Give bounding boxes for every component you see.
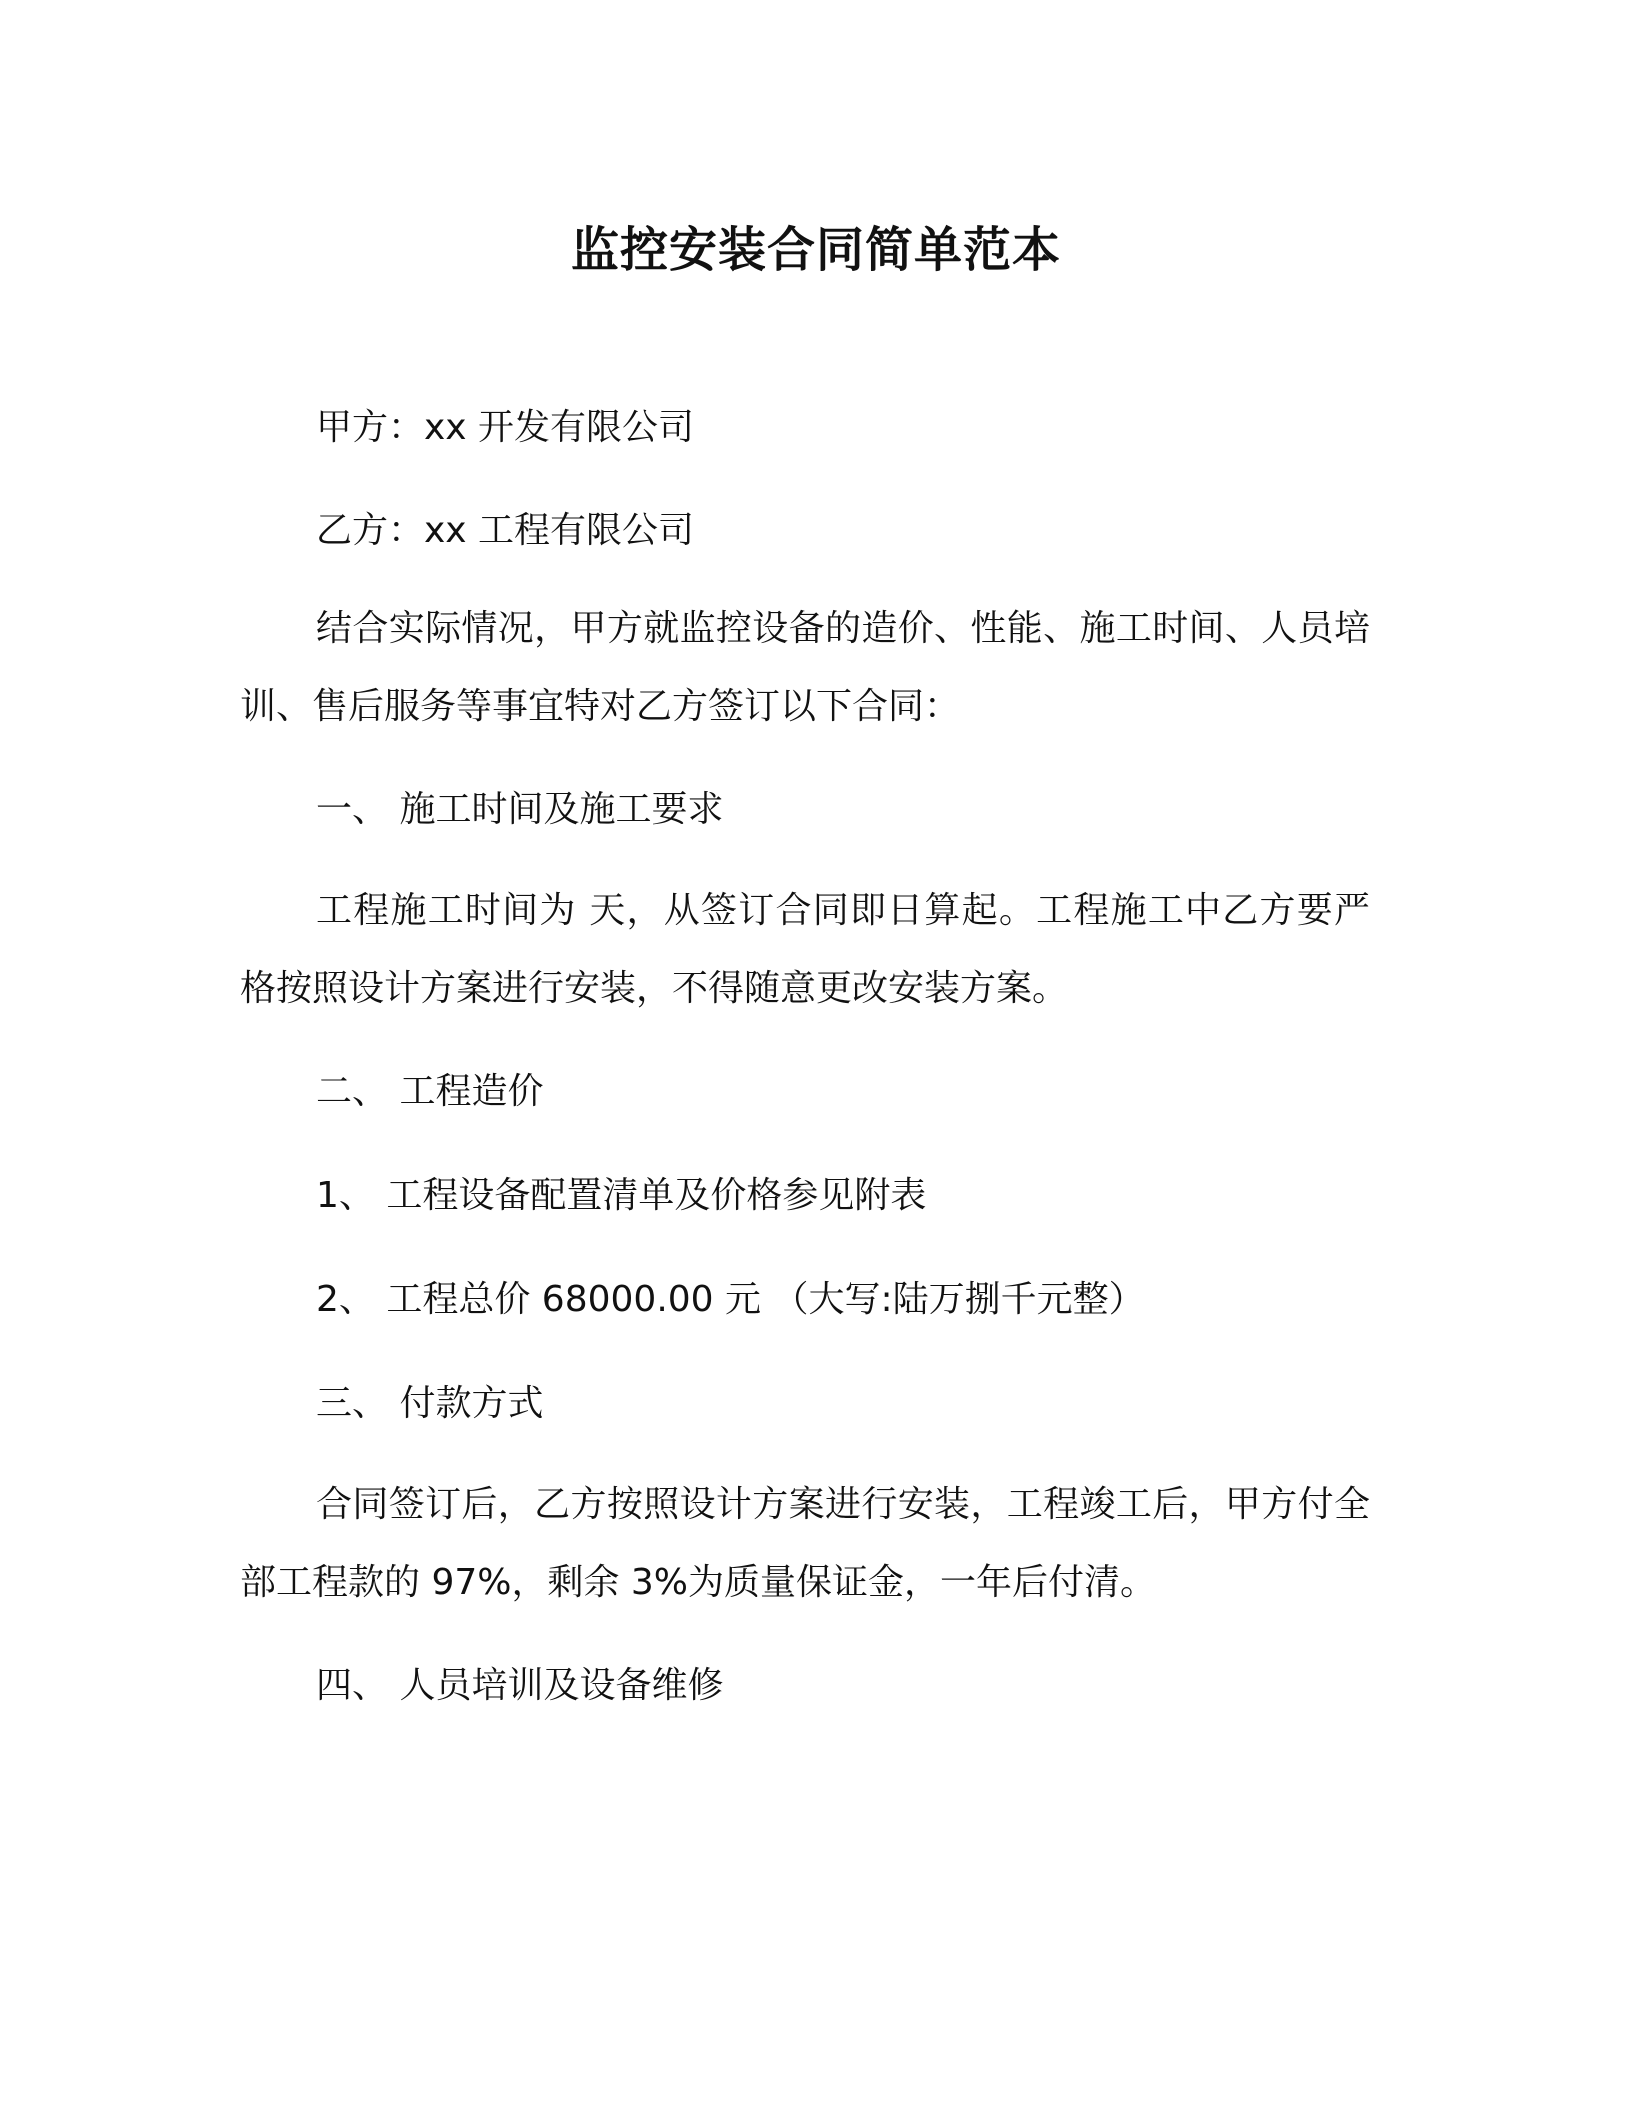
section-2-heading: 二、 工程造价	[316, 1071, 544, 1112]
section-1-paragraph: 工程施工时间为 天，从签订合同即日算起。工程施工中乙方要严格按照设计方案进行安装，不得随意更改安装方案。	[240, 890, 1370, 1009]
party-b-line: 乙方：xx 工程有限公司	[316, 510, 695, 551]
section-2-item-1: 1、 工程设备配置清单及价格参见附表	[316, 1175, 927, 1216]
section-2-item-2: 2、 工程总价 68000.00 元 （大写:陆万捌千元整）	[316, 1279, 1145, 1320]
document-title: 监控安装合同简单范本	[570, 222, 1061, 278]
section-4-heading: 四、 人员培训及设备维修	[316, 1665, 724, 1706]
party-a-line: 甲方：xx 开发有限公司	[316, 407, 695, 448]
section-1-heading: 一、 施工时间及施工要求	[316, 789, 724, 830]
intro-paragraph: 结合实际情况，甲方就监控设备的造价、性能、施工时间、人员培训、售后服务等事宜特对乙方签订以下合同：	[240, 608, 1370, 727]
section-3-heading: 三、 付款方式	[316, 1383, 544, 1424]
section-3-paragraph: 合同签订后，乙方按照设计方案进行安装，工程竣工后，甲方付全部工程款的 97%，剩余 3%为质量保证金，一年后付清。	[240, 1484, 1370, 1603]
